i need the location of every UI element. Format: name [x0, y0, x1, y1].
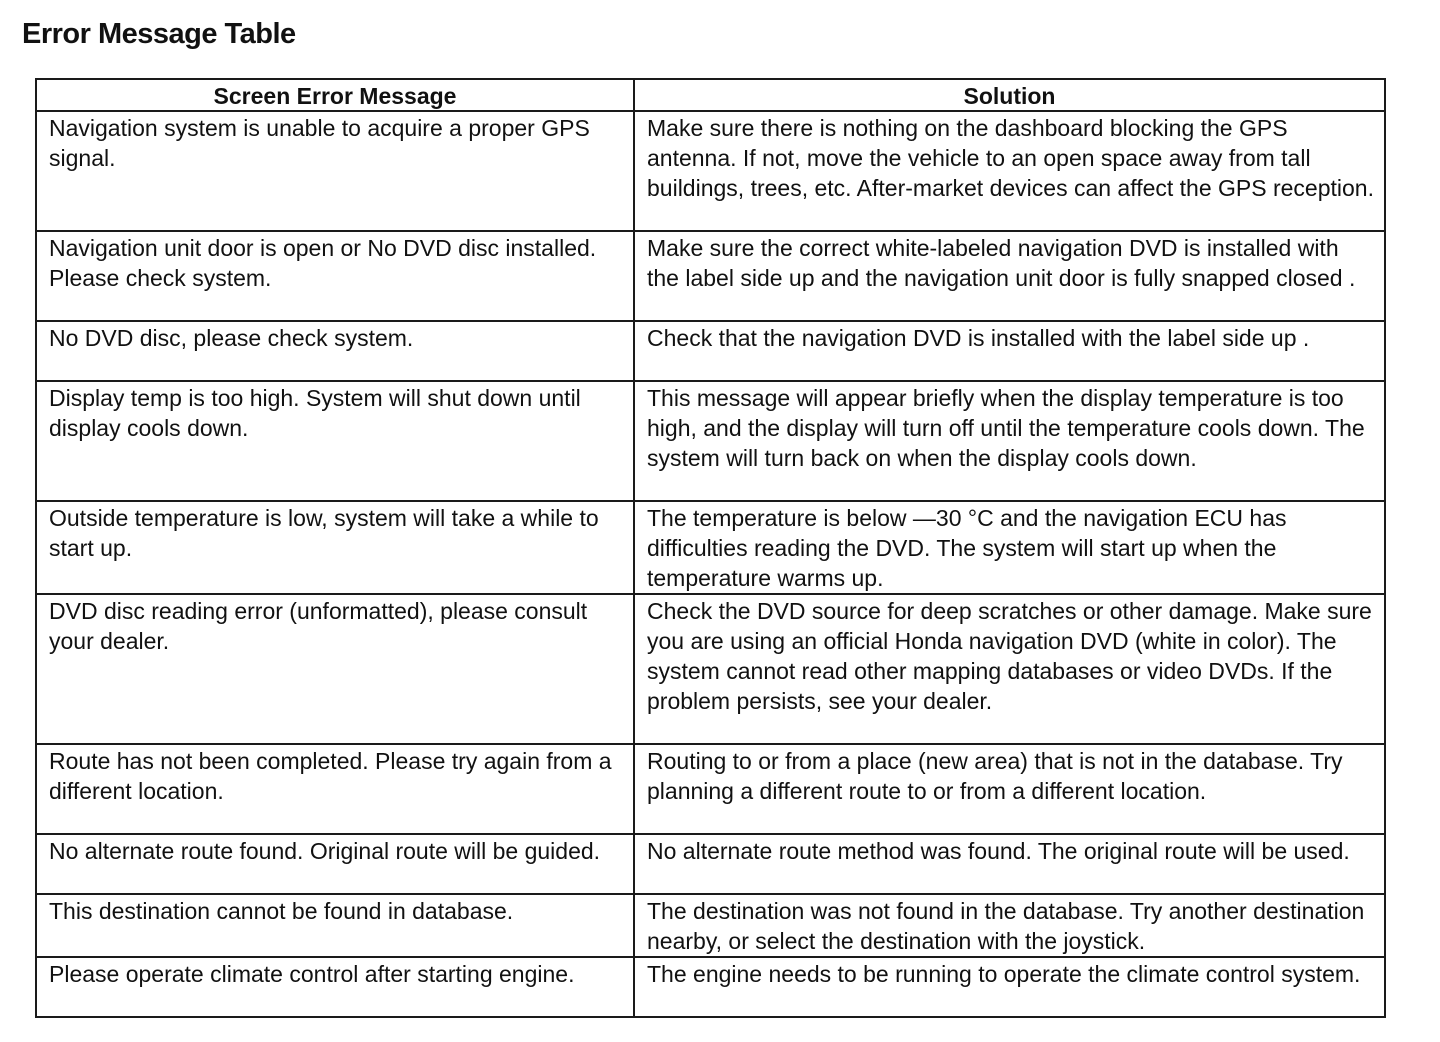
error-message-cell: Outside temperature is low, system will take a while to start up. [36, 501, 634, 594]
solution-cell: The temperature is below —30 °C and the navigation ECU has difficulties reading the DVD. The system will start up when the temperature warms up. [634, 501, 1385, 594]
table-row [36, 381, 1385, 501]
error-message-cell: Route has not been completed. Please try again from a different location. [36, 744, 634, 834]
error-message-cell: No DVD disc, please check system. [36, 321, 634, 381]
solution-cell: Check the DVD source for deep scratches or other damage. Make sure you are using an official Honda navigation DVD (white in color). The system cannot read other mapping databases or video DVDs. If the problem persists, see your dealer. [634, 594, 1385, 744]
solution-cell: Routing to or from a place (new area) that is not in the database. Try planning a different route to or from a different location. [634, 744, 1385, 834]
error-message-cell: This destination cannot be found in database. [36, 894, 634, 957]
error-message-cell: DVD disc reading error (unformatted), please consult your dealer. [36, 594, 634, 744]
table-row [36, 321, 1385, 381]
solution-cell: No alternate route method was found. The original route will be used. [634, 834, 1385, 894]
solution-cell: Make sure there is nothing on the dashboard blocking the GPS antenna. If not, move the vehicle to an open space away from tall buildings, trees, etc. After-market devices can affect the GPS reception. [634, 111, 1385, 231]
solution-cell: Check that the navigation DVD is installed with the label side up . [634, 321, 1385, 381]
column-header-solution: Solution [634, 79, 1385, 111]
error-message-cell: No alternate route found. Original route will be guided. [36, 834, 634, 894]
table-row [36, 594, 1385, 744]
table-body [36, 111, 1385, 1017]
table-row [36, 957, 1385, 1017]
table-row [36, 111, 1385, 231]
error-message-cell: Display temp is too high. System will shut down until display cools down. [36, 381, 634, 501]
page-title: Error Message Table [22, 18, 296, 50]
table-row [36, 894, 1385, 957]
error-message-cell: Navigation unit door is open or No DVD disc installed. Please check system. [36, 231, 634, 321]
table-header [36, 79, 1385, 111]
header-row [36, 79, 1385, 111]
table-row [36, 834, 1385, 894]
table-row [36, 231, 1385, 321]
solution-cell: Make sure the correct white-labeled navigation DVD is installed with the label side up and the navigation unit door is fully snapped closed . [634, 231, 1385, 321]
column-header-message: Screen Error Message [36, 79, 634, 111]
error-message-table [35, 78, 1386, 1018]
solution-cell: This message will appear briefly when the display temperature is too high, and the display will turn off until the temperature cools down. The system will turn back on when the display cools down. [634, 381, 1385, 501]
solution-cell: The destination was not found in the database. Try another destination nearby, or select the destination with the joystick. [634, 894, 1385, 957]
error-message-cell: Navigation system is unable to acquire a proper GPS signal. [36, 111, 634, 231]
table-row [36, 744, 1385, 834]
error-message-cell: Please operate climate control after starting engine. [36, 957, 634, 1017]
solution-cell: The engine needs to be running to operate the climate control system. [634, 957, 1385, 1017]
table-row [36, 501, 1385, 594]
